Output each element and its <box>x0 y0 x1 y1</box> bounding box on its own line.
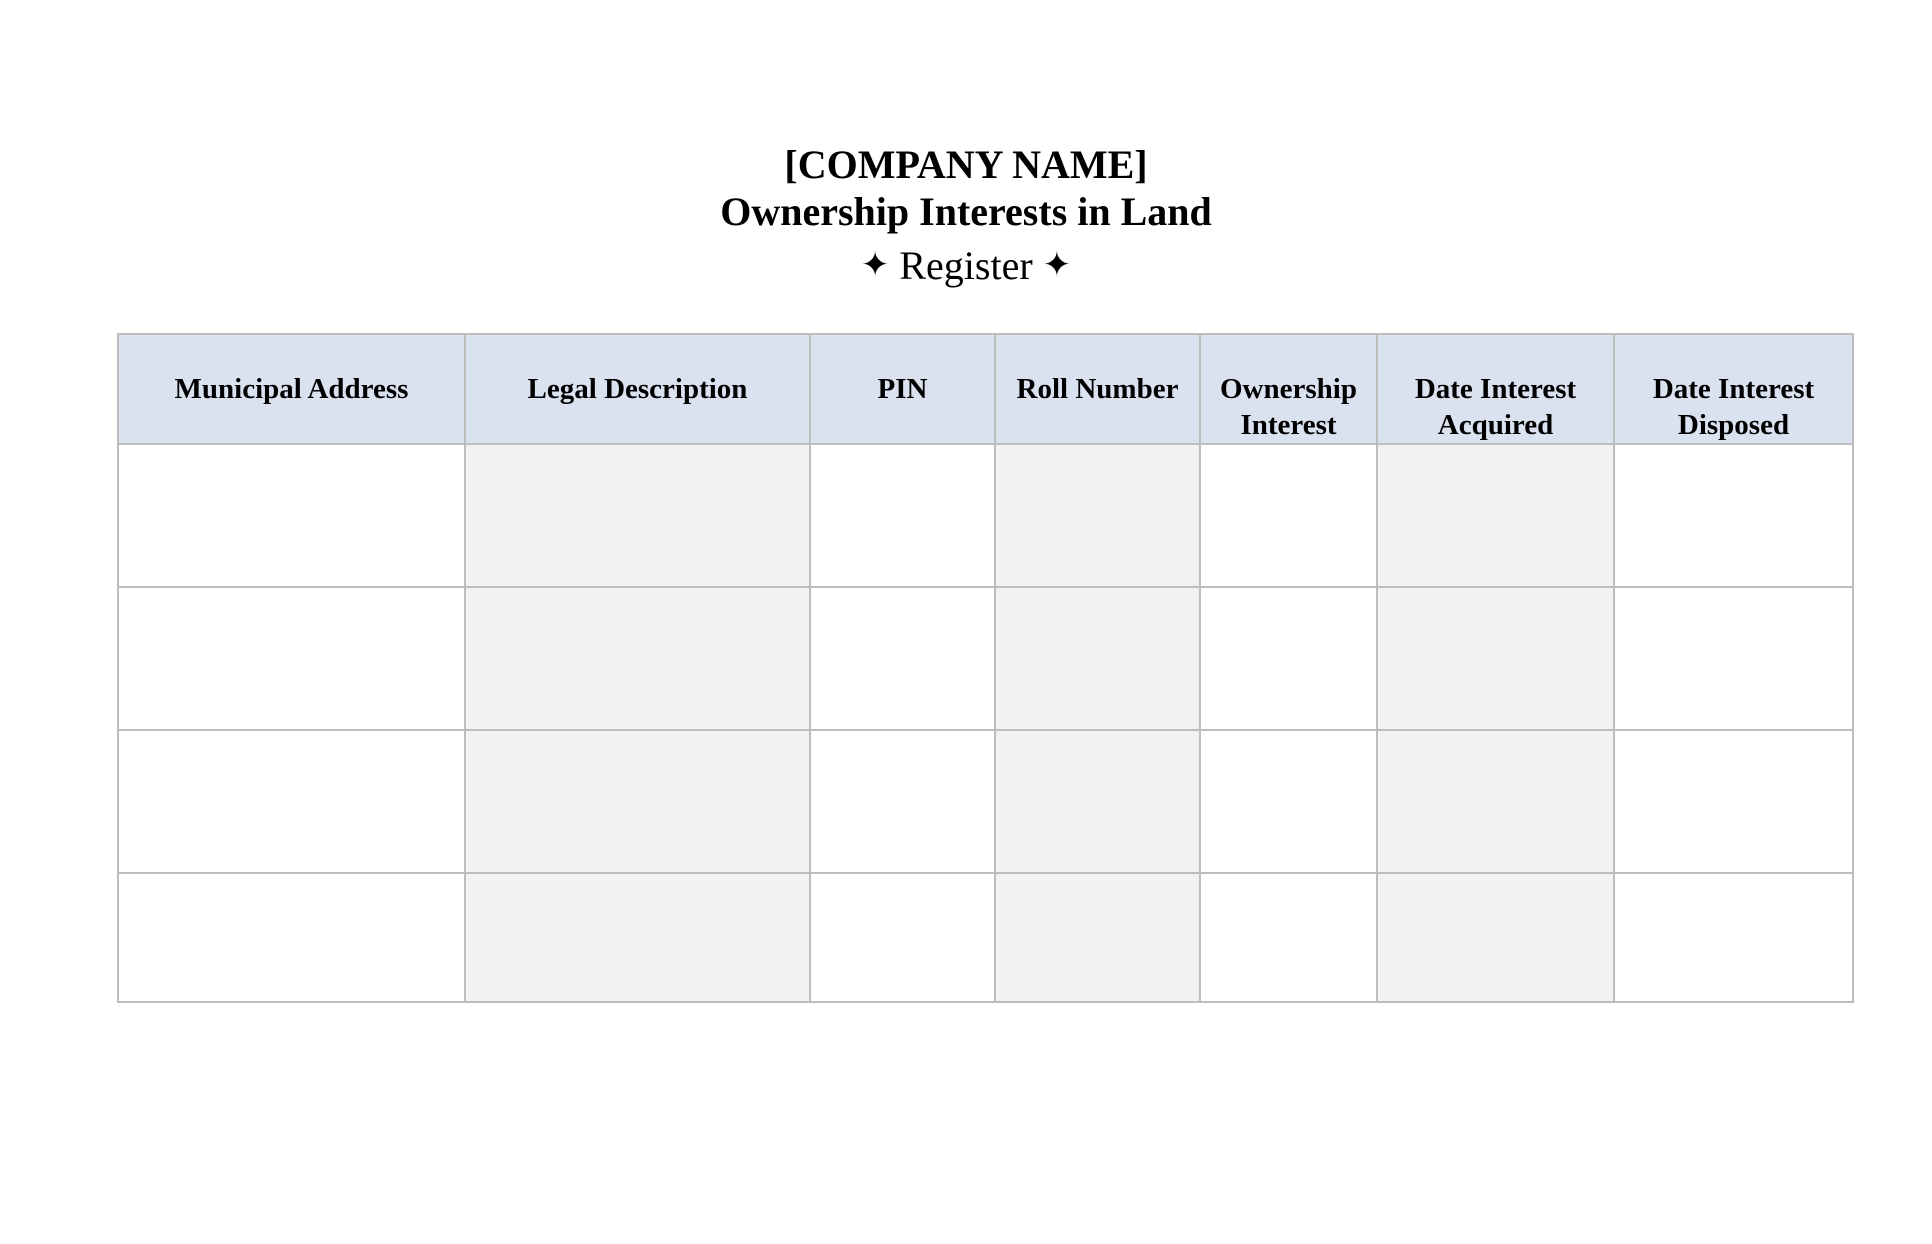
column-header-date-interest-disposed: Date Interest Disposed <box>1614 334 1853 444</box>
roll-number-cell[interactable] <box>995 730 1200 873</box>
legal-description-cell[interactable] <box>465 587 810 730</box>
subtitle-text: Register <box>899 243 1033 288</box>
municipal-address-cell[interactable] <box>118 587 465 730</box>
document-subtitle <box>0 243 1932 288</box>
table-row <box>118 730 1853 873</box>
pin-cell[interactable] <box>810 444 995 587</box>
roll-number-cell[interactable] <box>995 873 1200 1002</box>
ownership-interest-cell[interactable] <box>1200 873 1377 1002</box>
sparkle-icon: ✦ <box>860 245 890 285</box>
column-header-roll-number: Roll Number <box>995 334 1200 444</box>
table-header-row <box>118 334 1853 444</box>
roll-number-cell[interactable] <box>995 587 1200 730</box>
company-name: [COMPANY NAME] <box>784 142 1148 187</box>
column-header-legal-description: Legal Description <box>465 334 810 444</box>
table-row <box>118 873 1853 1002</box>
column-header-ownership-interest: Ownership Interest <box>1200 334 1377 444</box>
column-header-date-interest-acquired: Date Interest Acquired <box>1377 334 1614 444</box>
date-acquired-cell[interactable] <box>1377 587 1614 730</box>
date-acquired-cell[interactable] <box>1377 873 1614 1002</box>
pin-cell[interactable] <box>810 873 995 1002</box>
ownership-interest-cell[interactable] <box>1200 730 1377 873</box>
date-disposed-cell[interactable] <box>1614 444 1853 587</box>
date-disposed-cell[interactable] <box>1614 730 1853 873</box>
roll-number-cell[interactable] <box>995 444 1200 587</box>
municipal-address-cell[interactable] <box>118 444 465 587</box>
pin-cell[interactable] <box>810 730 995 873</box>
legal-description-cell[interactable] <box>465 444 810 587</box>
legal-description-cell[interactable] <box>465 873 810 1002</box>
date-disposed-cell[interactable] <box>1614 873 1853 1002</box>
date-acquired-cell[interactable] <box>1377 730 1614 873</box>
table-row <box>118 587 1853 730</box>
column-header-municipal-address: Municipal Address <box>118 334 465 444</box>
ownership-interest-cell[interactable] <box>1200 587 1377 730</box>
date-disposed-cell[interactable] <box>1614 587 1853 730</box>
ownership-interest-cell[interactable] <box>1200 444 1377 587</box>
date-acquired-cell[interactable] <box>1377 444 1614 587</box>
sparkle-icon: ✦ <box>1042 245 1072 285</box>
municipal-address-cell[interactable] <box>118 873 465 1002</box>
table-row <box>118 444 1853 587</box>
column-header-pin: PIN <box>810 334 995 444</box>
legal-description-cell[interactable] <box>465 730 810 873</box>
document-title: Ownership Interests in Land <box>720 189 1212 234</box>
register-table <box>117 333 1854 1003</box>
municipal-address-cell[interactable] <box>118 730 465 873</box>
pin-cell[interactable] <box>810 587 995 730</box>
